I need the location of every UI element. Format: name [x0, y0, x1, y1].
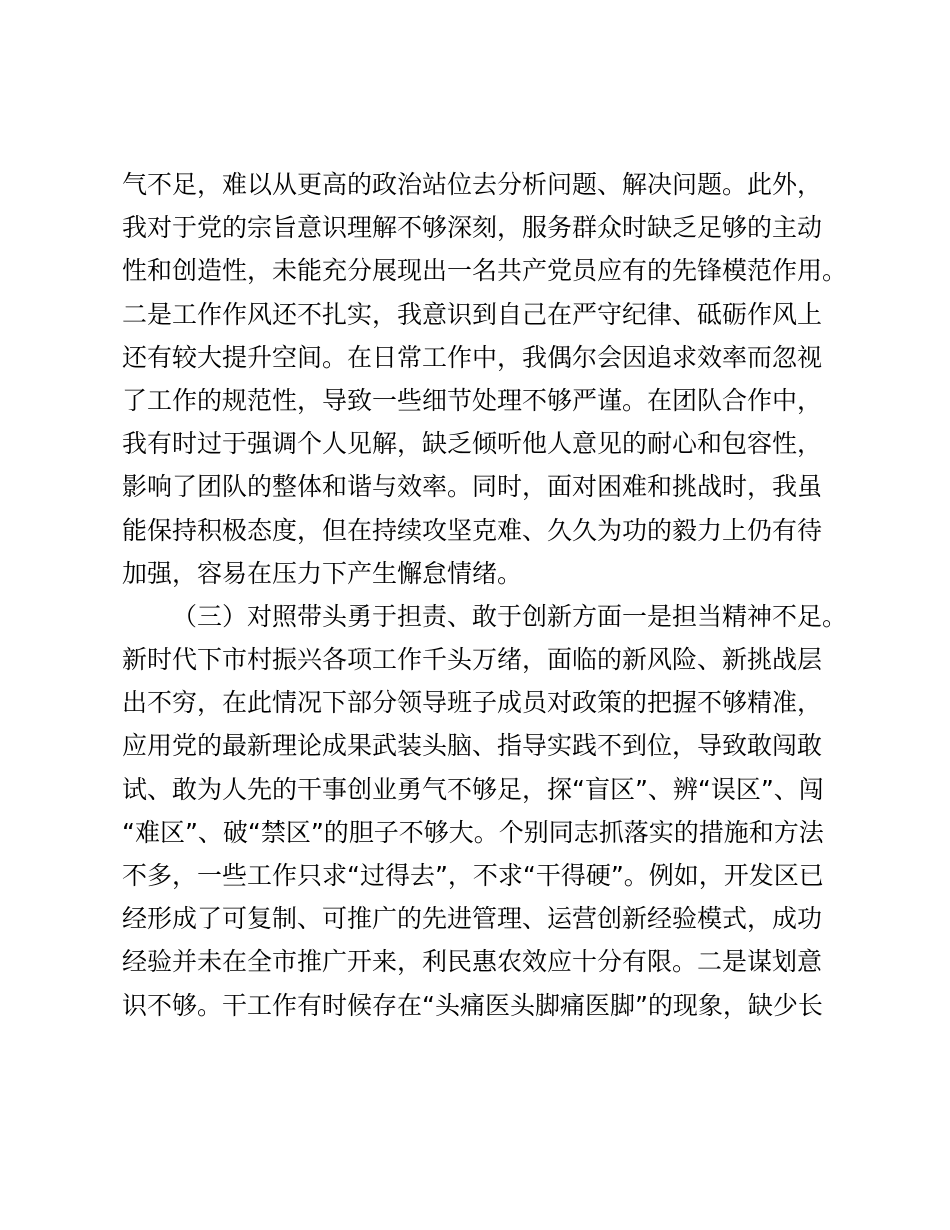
text-line: 影响了团队的整体和谐与效率。同时，面对困难和挑战时，我虽 — [122, 472, 823, 502]
section-heading-line: （三）对照带头勇于担责、敢于创新方面一是担当精神不足。 — [172, 601, 848, 631]
text-line: 不多，一些工作只求“过得去”，不求“干得硬”。例如，开发区已 — [122, 861, 824, 890]
text-line: 二是工作作风还不扎实，我意识到自己在严守纪律、砥砺作风上 — [122, 299, 823, 329]
text-line: 识不够。干工作有时候存在“头痛医头脚痛医脚”的现象，缺少长 — [122, 990, 823, 1020]
text-line: 新时代下市村振兴各项工作千头万绪，面临的新风险、新挑战层 — [122, 645, 823, 675]
text-line: 应用党的最新理论成果武装头脑、指导实践不到位，导致敢闯敢 — [122, 731, 823, 761]
text-line: 经验并未在全市推广开来，利民惠农效应十分有限。二是谋划意 — [122, 947, 823, 977]
text-line: 了工作的规范性，导致一些细节处理不够严谨。在团队合作中， — [122, 385, 823, 415]
text-line: “难区”、破“禁区”的胆子不够大。个别同志抓落实的措施和方法 — [122, 817, 824, 847]
document-body — [122, 163, 862, 1027]
text-line: 性和创造性，未能充分展现出一名共产党员应有的先锋模范作用。 — [122, 256, 848, 286]
text-line: 经形成了可复制、可推广的先进管理、运营创新经验模式，成功 — [122, 904, 823, 934]
text-line: 我有时过于强调个人见解，缺乏倾听他人意见的耐心和包容性， — [122, 429, 823, 459]
text-line: 气不足，难以从更高的政治站位去分析问题、解决问题。此外， — [122, 170, 823, 199]
text-line: 加强，容易在压力下产生懈怠情绪。 — [122, 558, 523, 588]
text-line: 能保持积极态度，但在持续攻坚克难、久久为功的毅力上仍有待 — [122, 515, 823, 545]
text-line: 试、敢为人先的干事创业勇气不够足，探“盲区”、辨“误区”、闯 — [122, 774, 824, 804]
text-line: 还有较大提升空间。在日常工作中，我偶尔会因追求效率而忽视 — [122, 342, 823, 372]
text-line: 我对于党的宗旨意识理解不够深刻，服务群众时缺乏足够的主动 — [122, 213, 823, 243]
text-line: 出不穷，在此情况下部分领导班子成员对政策的把握不够精准， — [122, 688, 823, 718]
